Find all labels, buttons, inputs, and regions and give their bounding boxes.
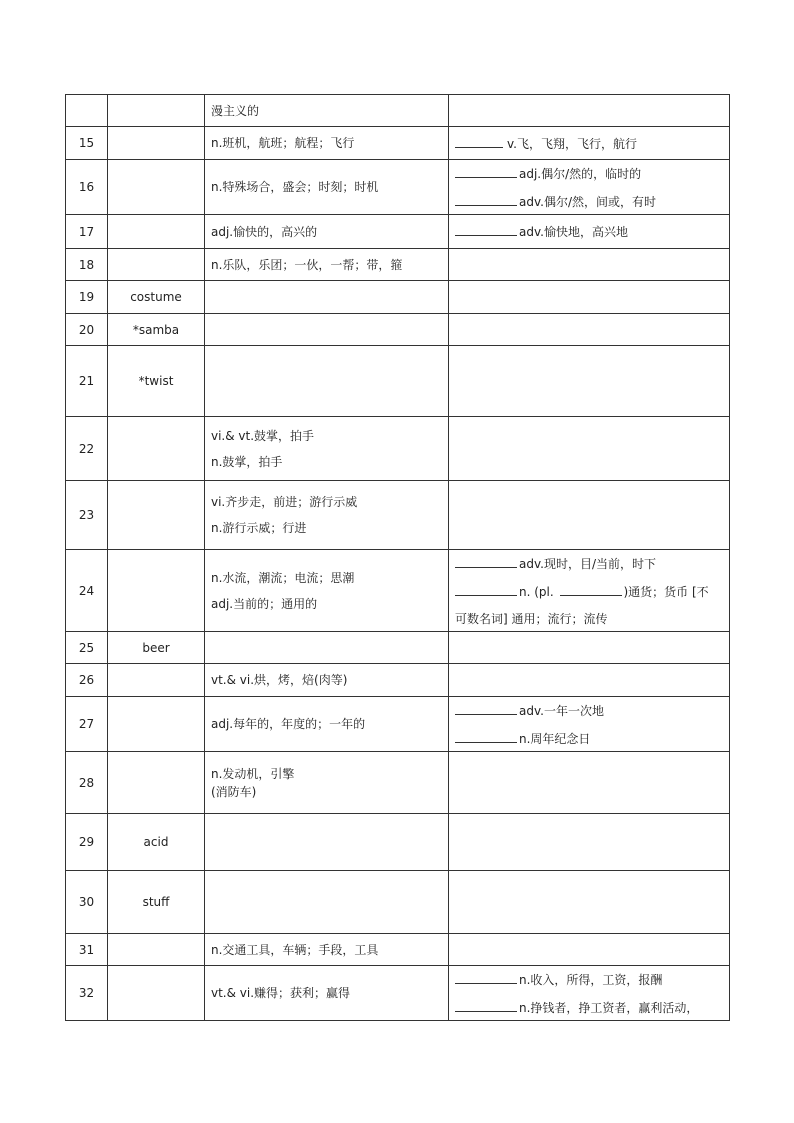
meaning-cell	[205, 95, 449, 127]
table-row	[66, 281, 730, 314]
derivative-text: )通货；货币 [不	[623, 584, 709, 599]
derivative-cell	[449, 281, 730, 314]
derivative-text: n. (pl.	[519, 584, 558, 599]
fill-blank[interactable]	[560, 584, 622, 596]
fill-blank[interactable]	[455, 556, 517, 568]
table-row	[66, 481, 730, 550]
derivative-cell	[449, 160, 730, 215]
derivative-text: 可数名词] 通用；流行；流传	[455, 611, 608, 626]
word-cell	[108, 550, 205, 632]
derivative-line	[455, 972, 723, 987]
word-cell	[108, 934, 205, 966]
derivative-cell	[449, 664, 730, 697]
derivative-cell	[449, 966, 730, 1021]
vocabulary-table	[65, 94, 730, 1021]
meaning-cell	[205, 160, 449, 215]
row-number: 31	[66, 934, 108, 966]
derivative-line	[455, 584, 723, 599]
meaning-text: n.发动机，引擎	[211, 766, 295, 781]
meaning-cell	[205, 249, 449, 281]
word-cell	[108, 664, 205, 697]
table-row	[66, 966, 730, 1021]
derivative-line	[455, 731, 723, 746]
meaning-cell	[205, 215, 449, 249]
meaning-cell	[205, 281, 449, 314]
fill-blank[interactable]	[455, 136, 503, 148]
derivative-cell	[449, 632, 730, 664]
meaning-text: n.乐队，乐团；一伙，一帮；带，箍	[211, 257, 403, 272]
meaning-text: 漫主义的	[211, 103, 260, 118]
word-cell	[108, 160, 205, 215]
fill-blank[interactable]	[455, 972, 517, 984]
fill-blank[interactable]	[455, 1000, 517, 1012]
derivative-cell	[449, 417, 730, 481]
derivative-cell	[449, 697, 730, 752]
table-row	[66, 871, 730, 934]
word-cell: *twist	[108, 346, 205, 417]
row-number: 18	[66, 249, 108, 281]
meaning-cell	[205, 814, 449, 871]
meaning-cell	[205, 697, 449, 752]
row-number: 16	[66, 160, 108, 215]
table-row	[66, 314, 730, 346]
table-row	[66, 934, 730, 966]
row-number	[66, 95, 108, 127]
word-cell: costume	[108, 281, 205, 314]
word-cell	[108, 127, 205, 160]
meaning-text: n.水流，潮流；电流；思潮	[211, 570, 355, 585]
derivative-text: adv.一年一次地	[519, 703, 604, 718]
table-row	[66, 417, 730, 481]
derivative-cell	[449, 752, 730, 814]
meaning-text: vt.& vi.赚得；获利；赢得	[211, 986, 351, 1000]
word-cell: beer	[108, 632, 205, 664]
row-number: 26	[66, 664, 108, 697]
derivative-cell	[449, 346, 730, 417]
derivative-line	[455, 556, 723, 571]
word-cell	[108, 249, 205, 281]
meaning-cell	[205, 550, 449, 632]
table-row	[66, 550, 730, 632]
derivative-text: n.周年纪念日	[519, 731, 591, 746]
meaning-text: n.交通工具，车辆；手段，工具	[211, 942, 379, 957]
table-row	[66, 249, 730, 281]
row-number: 24	[66, 550, 108, 632]
row-number: 22	[66, 417, 108, 481]
meaning-cell	[205, 417, 449, 481]
derivative-cell	[449, 95, 730, 127]
derivative-text: adv.偶尔/然，间或，有时	[519, 194, 656, 209]
derivative-cell	[449, 127, 730, 160]
meaning-text: vi.齐步走，前进；游行示威	[211, 495, 358, 509]
word-cell	[108, 697, 205, 752]
word-cell: stuff	[108, 871, 205, 934]
row-number: 19	[66, 281, 108, 314]
meaning-cell	[205, 481, 449, 550]
derivative-line	[455, 612, 723, 626]
derivative-text: adv.愉快地，高兴地	[519, 225, 628, 239]
meaning-cell	[205, 346, 449, 417]
derivative-text: adv.现时，目/当前，时下	[519, 556, 656, 571]
fill-blank[interactable]	[455, 194, 517, 206]
meaning-text: n.游行示威；行进	[211, 521, 307, 535]
row-number: 20	[66, 314, 108, 346]
derivative-line	[455, 166, 723, 181]
meaning-cell	[205, 934, 449, 966]
derivative-cell	[449, 814, 730, 871]
meaning-text: n.班机，航班；航程；飞行	[211, 136, 355, 150]
meaning-text: adj.愉快的，高兴的	[211, 224, 318, 239]
meaning-cell	[205, 127, 449, 160]
row-number: 25	[66, 632, 108, 664]
meaning-text: (消防车)	[211, 784, 257, 799]
table-row	[66, 814, 730, 871]
meaning-text: vi.& vt.鼓掌，拍手	[211, 428, 315, 443]
word-cell	[108, 417, 205, 481]
word-cell	[108, 481, 205, 550]
derivative-text: v.飞，飞翔，飞行，航行	[507, 136, 637, 151]
derivative-cell	[449, 215, 730, 249]
derivative-text: n.挣钱者，挣工资者，赢利活动，	[519, 1000, 699, 1015]
derivative-line	[455, 194, 723, 209]
row-number: 21	[66, 346, 108, 417]
meaning-cell	[205, 966, 449, 1021]
row-number: 27	[66, 697, 108, 752]
fill-blank[interactable]	[455, 224, 517, 236]
table-row	[66, 215, 730, 249]
row-number: 29	[66, 814, 108, 871]
meaning-text: adj.每年的，年度的；一年的	[211, 717, 366, 731]
derivative-cell	[449, 314, 730, 346]
derivative-line	[455, 136, 723, 151]
table-row	[66, 95, 730, 127]
derivative-cell	[449, 481, 730, 550]
word-cell	[108, 966, 205, 1021]
word-cell	[108, 752, 205, 814]
row-number: 23	[66, 481, 108, 550]
derivative-cell	[449, 871, 730, 934]
derivative-line	[455, 1000, 723, 1015]
table-row	[66, 160, 730, 215]
table-row	[66, 632, 730, 664]
derivative-line	[455, 703, 723, 718]
table-row	[66, 346, 730, 417]
row-number: 17	[66, 215, 108, 249]
derivative-text: n.收入，所得，工资，报酬	[519, 972, 663, 987]
row-number: 32	[66, 966, 108, 1021]
meaning-cell	[205, 314, 449, 346]
row-number: 15	[66, 127, 108, 160]
derivative-cell	[449, 934, 730, 966]
derivative-cell	[449, 249, 730, 281]
meaning-text: n.鼓掌，拍手	[211, 454, 283, 469]
derivative-text: adj.偶尔/然的，临时的	[519, 166, 642, 181]
word-cell	[108, 95, 205, 127]
row-number: 30	[66, 871, 108, 934]
fill-blank[interactable]	[455, 166, 517, 178]
meaning-cell	[205, 664, 449, 697]
derivative-cell	[449, 550, 730, 632]
fill-blank[interactable]	[455, 731, 517, 743]
table-row	[66, 752, 730, 814]
table-row	[66, 697, 730, 752]
meaning-cell	[205, 632, 449, 664]
meaning-text: vt.& vi.烘，烤，焙(肉等)	[211, 673, 348, 687]
word-cell: *samba	[108, 314, 205, 346]
fill-blank[interactable]	[455, 703, 517, 715]
word-cell: acid	[108, 814, 205, 871]
word-cell	[108, 215, 205, 249]
meaning-text: n.特殊场合，盛会；时刻；时机	[211, 180, 379, 194]
meaning-cell	[205, 871, 449, 934]
derivative-line	[455, 224, 723, 239]
fill-blank[interactable]	[455, 584, 517, 596]
table-row	[66, 664, 730, 697]
row-number: 28	[66, 752, 108, 814]
table-row	[66, 127, 730, 160]
meaning-cell	[205, 752, 449, 814]
meaning-text: adj.当前的；通用的	[211, 596, 318, 611]
